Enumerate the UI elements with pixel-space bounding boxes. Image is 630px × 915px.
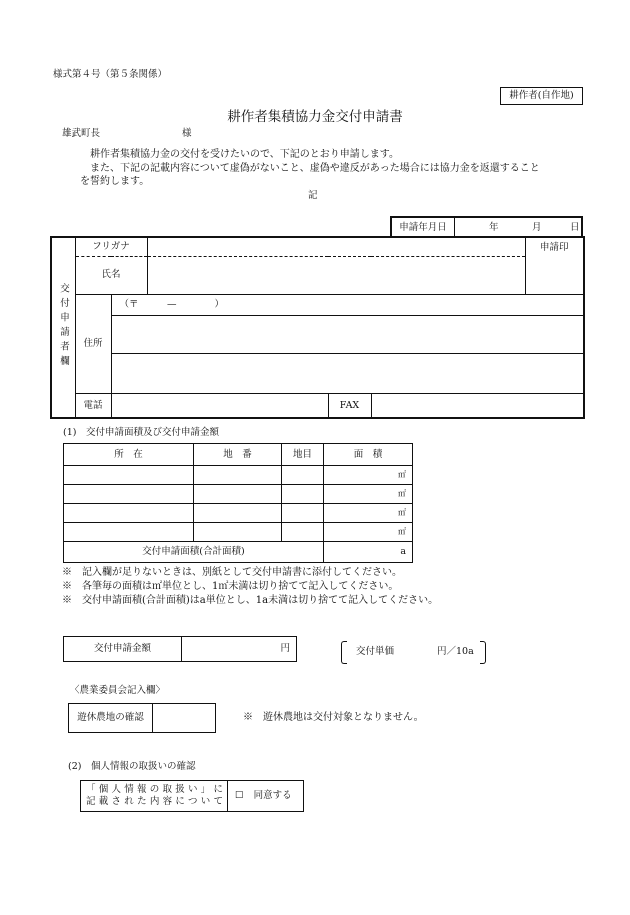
column-header-location: 所 在 — [64, 444, 194, 466]
total-area-cell: a — [324, 542, 413, 563]
address-label: 住所 — [75, 294, 111, 393]
consent-label: 同意する — [253, 790, 292, 801]
unit-price-label: 交付単価 — [356, 646, 395, 657]
application-date-box — [390, 216, 583, 237]
total-area-label: 交付申請面積(合計面積) — [64, 542, 324, 563]
address-line-2-field — [111, 353, 584, 393]
idle-land-check-label: 遊休農地の確認 — [69, 704, 153, 732]
column-header-lot-number: 地 番 — [194, 444, 282, 466]
privacy-statement-line-2: 記載された内容について — [86, 796, 223, 807]
form-number: 様式第４号（第５条関係） — [53, 69, 168, 80]
fax-field — [371, 393, 584, 418]
phone-label: 電話 — [75, 393, 111, 418]
committee-heading: 〈農業委員会記入欄〉 — [70, 685, 166, 696]
name-field — [147, 256, 525, 294]
table-row — [64, 485, 413, 504]
furigana-field — [147, 237, 525, 256]
addressee-honorific: 様 — [182, 128, 192, 139]
document-title: 耕作者集積協力金交付申請書 — [227, 109, 403, 125]
column-header-land-category: 地目 — [282, 444, 324, 466]
table-row — [64, 504, 413, 523]
application-date-label: 申請年月日 — [392, 218, 455, 237]
bracket-right — [480, 641, 486, 664]
table-row — [64, 523, 413, 542]
intro-line-2: また、下記の記載内容について虚偽がないこと、虚偽や違反があった場合には協力金を返還すること — [90, 163, 540, 174]
area-cell: ㎡ — [324, 523, 413, 542]
applicant-table — [50, 236, 585, 419]
location-cell — [64, 466, 194, 485]
application-amount-box — [63, 636, 297, 662]
postal-code-text: （〒 — ） — [119, 298, 225, 310]
location-cell — [64, 504, 194, 523]
lot-number-cell — [194, 523, 282, 542]
land-category-cell — [282, 485, 324, 504]
idle-land-check-field — [153, 704, 215, 732]
privacy-heading: (2) 個人情報の取扱いの確認 — [68, 761, 196, 772]
applicant-section-cell — [51, 237, 75, 418]
postal-code-field — [111, 294, 584, 315]
note-item: ※ 交付申請面積(合計面積)はa単位とし、1a未満は切り捨てて記入してください。 — [62, 595, 439, 606]
lot-number-cell — [194, 485, 282, 504]
seal-cell — [525, 237, 584, 294]
area-cell: ㎡ — [324, 466, 413, 485]
yen-unit: 円 — [280, 643, 290, 654]
seal-label: 申請印 — [540, 242, 569, 253]
applicant-section-label: 交付申請者欄 — [58, 282, 69, 370]
checkbox-icon: ☐ — [235, 790, 244, 801]
ki-marker: 記 — [308, 190, 318, 201]
intro-line-1: 耕作者集積協力金の交付を受けたいので、下記のとおり申請します。 — [90, 149, 399, 160]
application-amount-label: 交付申請金額 — [64, 637, 182, 661]
bracket-left — [341, 641, 347, 664]
table-row — [64, 466, 413, 485]
note-item: ※ 記入欄が足りないときは、別紙として交付申請書に添付してください。 — [62, 567, 402, 578]
area-table — [63, 443, 413, 563]
privacy-statement-line-1: 「個人情報の取扱い」に — [86, 784, 223, 795]
unit-price-unit: 円／10a — [437, 646, 474, 657]
furigana-label: フリガナ — [75, 237, 147, 256]
date-day-unit: 日 — [570, 222, 580, 233]
area-section-heading: (1) 交付申請面積及び交付申請金額 — [63, 427, 219, 438]
column-header-area: 面 積 — [324, 444, 413, 466]
location-cell — [64, 523, 194, 542]
address-line-1-field — [111, 315, 584, 353]
land-category-cell — [282, 504, 324, 523]
area-cell: ㎡ — [324, 504, 413, 523]
date-year-unit: 年 — [489, 222, 499, 233]
consent-option — [228, 781, 303, 811]
land-category-cell — [282, 523, 324, 542]
privacy-statement — [81, 781, 228, 811]
land-category-cell — [282, 466, 324, 485]
addressee: 雄武町長 — [62, 128, 101, 139]
privacy-consent-box — [80, 780, 304, 812]
area-cell: ㎡ — [324, 485, 413, 504]
total-row — [64, 542, 413, 563]
intro-line-3: を誓約します。 — [80, 176, 150, 187]
name-label: 氏名 — [75, 256, 147, 294]
fax-label: FAX — [328, 393, 371, 418]
lot-number-cell — [194, 466, 282, 485]
note-item: ※ 各筆毎の面積は㎡単位とし、1㎡未満は切り捨てて記入してください。 — [62, 581, 399, 592]
idle-land-note: ※ 遊休農地は交付対象となりません。 — [243, 712, 424, 723]
date-month-unit: 月 — [532, 222, 542, 233]
location-cell — [64, 485, 194, 504]
phone-field — [111, 393, 328, 418]
applicant-type-box: 耕作者(自作地) — [500, 87, 583, 105]
lot-number-cell — [194, 504, 282, 523]
committee-box — [68, 703, 216, 733]
application-amount-field — [182, 637, 296, 661]
